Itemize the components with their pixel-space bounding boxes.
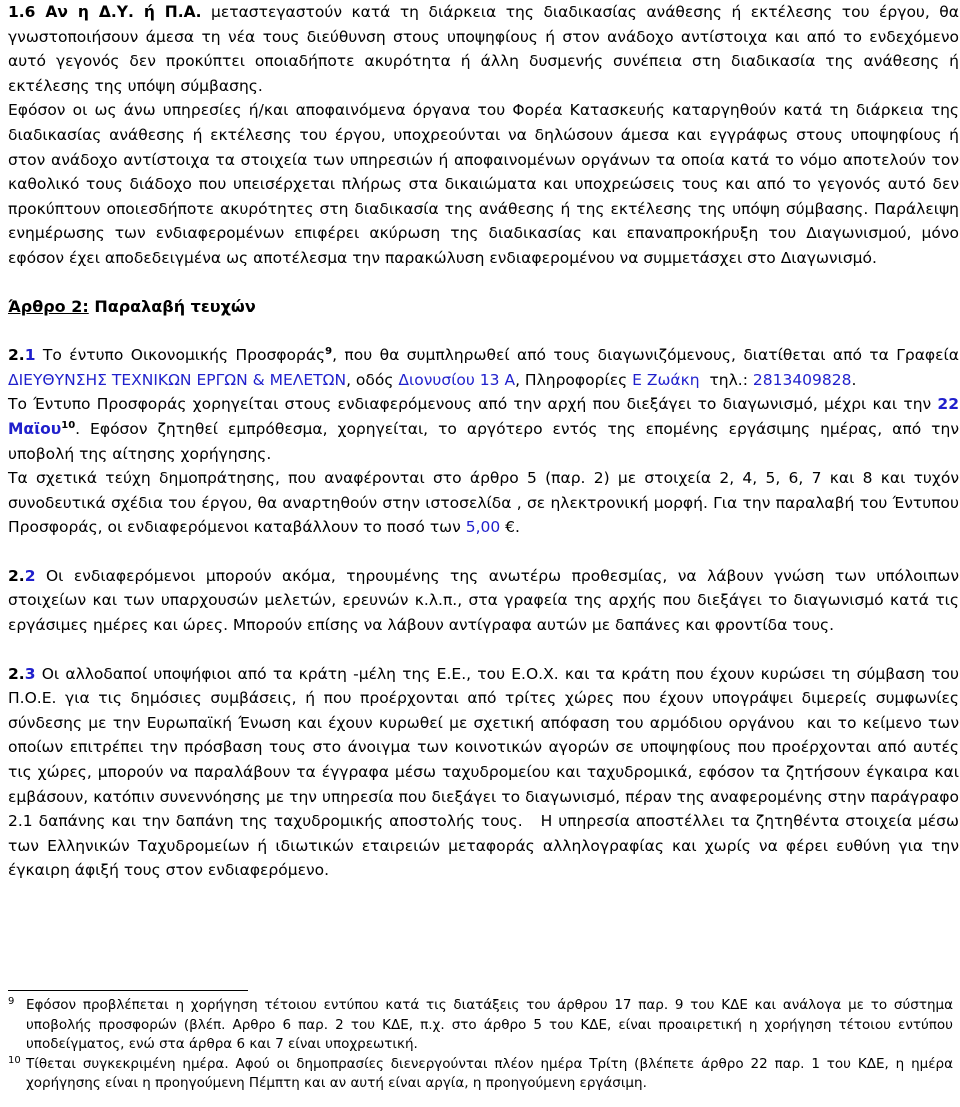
paragraph-2-1-number: 2. xyxy=(8,346,25,365)
paragraph-2-2 xyxy=(8,564,959,638)
paragraph-2-1-text-d: , Πληροφορίες xyxy=(515,370,633,389)
spacer xyxy=(8,271,959,295)
footnotes-section xyxy=(8,990,953,1094)
article-2-heading xyxy=(8,295,959,320)
paragraph-tender-documents xyxy=(8,466,959,540)
footnote-number: 9 xyxy=(8,996,15,1007)
paragraph-1-6-text: μεταστεγαστούν κατά τη διάρκεια της διαδικασίας ανάθεσης ή εκτέλεσης του έργου, θα γνωστοποιήσουν άμεσα τη νέα τους διεύθυνση στους υποψηφίους ή στον ανάδοχο αντίστοιχα και από το ενδεχόμενο αυτό γεγονός δεν προκύπτει οποιαδήποτε ακυρότητα ή άλλη δυσμενής συνέπεια στη διαδικασία της ανάθεσης ή εκτέλεσης της υπόψη σύμβασης. xyxy=(8,3,959,95)
spacer xyxy=(8,319,959,343)
paragraph-docs-text-a: Τα σχετικά τεύχη δημοπράτησης, που αναφέρονται στο άρθρο 5 (παρ. 2) με στοιχεία 2, 4, 5, 6, 7 και 8 και τυχόν συνοδευτικά σχέδια του έργου, θα αναρτηθούν στην ιστοσελίδα , σε ηλεκτρονική μορφή. Για την παραλαβή του Έντυπου Προσφοράς, οι ενδιαφερόμενοι καταβάλλουν το ποσό των xyxy=(8,469,959,537)
footnote-ref-9[interactable]: 9 xyxy=(325,345,333,357)
spacer xyxy=(8,638,959,662)
footnote-number: 10 xyxy=(8,1054,21,1066)
paragraph-2-3-subnumber: 3 xyxy=(24,664,36,683)
office-name: ΔΙΕΥΘΥΝΣΗΣ ΤΕΧΝΙΚΩΝ ΕΡΓΩΝ & ΜΕΛΕΤΩΝ xyxy=(8,370,347,389)
paragraph-form-supply xyxy=(8,392,959,466)
footnote-text: Τίθεται συγκεκριμένη ημέρα. Αφού οι δημοπρασίες διενεργούνται πλέον ημέρα Τρίτη (βλέπετε άρθρο 22 παρ. 1 του ΚΔΕ, η ημέρα χορήγησης είναι η προηγούμενη Πέμπτη και αν αυτή είναι αργία, η προηγούμενη εργάσιμη. xyxy=(26,1055,953,1091)
footnote-divider xyxy=(8,990,248,991)
footnote-ref-10[interactable]: 10 xyxy=(61,419,76,431)
paragraph-form-text-b: . Εφόσον ζητηθεί εμπρόθεσμα, χορηγείται, το αργότερο εντός της επομένης εργάσιμης ημέρας, από την υποβολή της αίτησης χορήγησης. xyxy=(8,419,959,463)
paragraph-successor-services: Εφόσον οι ως άνω υπηρεσίες ή/και αποφαινόμενα όργανα του Φορέα Κατασκευής καταργηθούν κατά τη διάρκεια της διαδικασίας ανάθεσης ή εκτέλεσης του έργου, υποχρεούνται να δηλώσουν άμεσα και εγγράφως στους υποψηφίους ή στον ανάδοχο αντίστοιχα τα στοιχεία των υπηρεσιών ή αποφαινομένων οργάνων τα οποία κατά το νόμο αποτελούν τον καθολικό τους διάδοχο που υπεισέρχεται πλήρως στα δικαιώματα και υποχρεώσεις τους και από το γεγονός αυτό δεν προκύπτουν οποιεσδήποτε ακυρότητες στη διαδικασία της ανάθεσης ή της εκτέλεσης της υπόψη σύμβασης. Παράλειψη ενημέρωσης των ενδιαφερομένων επιφέρει ακύρωση της διαδικασίας και επαναπροκήρυξη του Διαγωνισμού, μόνο εφόσον έχει αποδεδειγμένα ως αποτέλεσμα την παρακώλυση ενδιαφερομένου να συμμετάσχει στο Διαγωνισμό. xyxy=(8,101,959,267)
paragraph-1-6-lead: 1.6 Αν η Δ.Υ. ή Π.Α. xyxy=(8,3,202,21)
spacer xyxy=(8,540,959,564)
fee-amount: 5,00 xyxy=(465,518,501,537)
article-2-title: Παραλαβή τευχών xyxy=(88,296,256,316)
paragraph-2-1 xyxy=(8,343,959,392)
paragraph-2-3-text: Οι αλλοδαποί υποψήφιοι από τα κράτη -μέλη της Ε.Ε., του Ε.Ο.Χ. και τα κράτη που έχουν κυρώσει τη σύμβαση του Π.Ο.Ε. για τις δημόσιες συμβάσεις, ή που προέρχονται από τρίτες χώρες που έχουν υπογράψει διμερείς συμφωνίες σύνδεσης με την Ευρωπαϊκή Ένωση και έχουν κυρωθεί με σχετική απόφαση του αρμόδιου οργάνου και το κείμενο των οποίων επιτρέπει την πρόσβαση τους στο άνοιγμα των κοινοτικών αγορών σε υποψηφίους που προέρχονται από αυτές τις χώρες, μπορούν να παραλάβουν τα έγγραφα μέσω ταχυδρομείου και ταχυδρομικά, εφόσον τα ζητήσουν έγκαιρα και εμβάσουν, κατόπιν συνεννόησης με την υπηρεσία που διεξάγει το διαγωνισμό, πέραν της αναφερομένης στην παράγραφο 2.1 δαπάνης και την δαπάνη της ταχυδρομικής αποστολής τους. Η υπηρεσία αποστέλλει τα ζητηθέντα στοιχεία μέσω των Ελληνικών Ταχυδρομείων ή ιδιωτικών εταιρειών μεταφοράς αλληλογραφίας και χωρίς να φέρει ευθύνη για την έγκαιρη άφιξή τους στον ενδιαφερόμενο. xyxy=(8,664,959,880)
article-2-prefix: Άρθρο 2: xyxy=(8,296,89,316)
paragraph-2-3-number: 2. xyxy=(8,664,25,683)
paragraph-2-1-text-a: Το έντυπο Οικονομικής Προσφοράς xyxy=(35,346,326,365)
paragraph-2-2-text: Οι ενδιαφερόμενοι μπορούν ακόμα, τηρουμένης της ανωτέρω προθεσμίας, να λάβουν γνώση των υπόλοιπων στοιχείων και των υπαρχουσών μελετών, ερευνών κ.λ.π., στα γραφεία της αρχής που διεξάγει το διαγωνισμό κατά τις εργάσιμες ημέρες και ώρες. Μπορούν επίσης να λάβουν αντίγραφα αυτών με δαπάνες και φροντίδα τους. xyxy=(8,566,959,635)
footnote-9 xyxy=(8,996,953,1055)
paragraph-2-2-subnumber: 2 xyxy=(24,566,36,585)
paragraph-2-1-text-e: τηλ.: xyxy=(699,370,753,389)
paragraph-2-1-text-f: . xyxy=(851,370,857,389)
contact-person: Ε Ζωάκη xyxy=(632,370,700,389)
footnote-10 xyxy=(8,1055,953,1094)
paragraph-2-2-number: 2. xyxy=(8,566,25,585)
paragraph-docs-text-b: €. xyxy=(500,518,520,537)
street-address: Διονυσίου 13 Α xyxy=(398,370,516,389)
paragraph-2-1-text-b: , που θα συμπληρωθεί από τους διαγωνιζόμενους, διατίθεται από τα Γραφεία xyxy=(332,346,959,365)
deadline-date: 22 Μαϊου xyxy=(8,395,959,438)
paragraph-2-1-text-c: , οδός xyxy=(346,370,399,389)
footnote-text: Εφόσον προβλέπεται η χορήγηση τέτοιου εντύπου κατά τις διατάξεις του άρθρου 17 παρ. 9 του ΚΔΕ και ανάλογα με το σύστημα υποβολής προσφορών (βλέπ. Αρθρο 6 παρ. 2 του ΚΔΕ, π.χ. στο άρθρο 5 του ΚΔΕ, είναι προαιρετική η χορήγηση τέτοιου εντύπου υποδείγματος, ενώ στα άρθρα 6 και 7 είναι υποχρεωτική. xyxy=(26,997,953,1052)
paragraph-form-text-a: Το Έντυπο Προσφοράς χορηγείται στους ενδιαφερόμενους από την αρχή που διεξάγει το διαγωνισμό, μέχρι και την xyxy=(8,395,938,414)
paragraph-1-6 xyxy=(8,0,959,98)
phone-number: 2813409828 xyxy=(752,370,852,389)
paragraph-2-1-subnumber: 1 xyxy=(24,346,36,365)
paragraph-2-3 xyxy=(8,662,959,883)
document-body xyxy=(8,0,959,883)
